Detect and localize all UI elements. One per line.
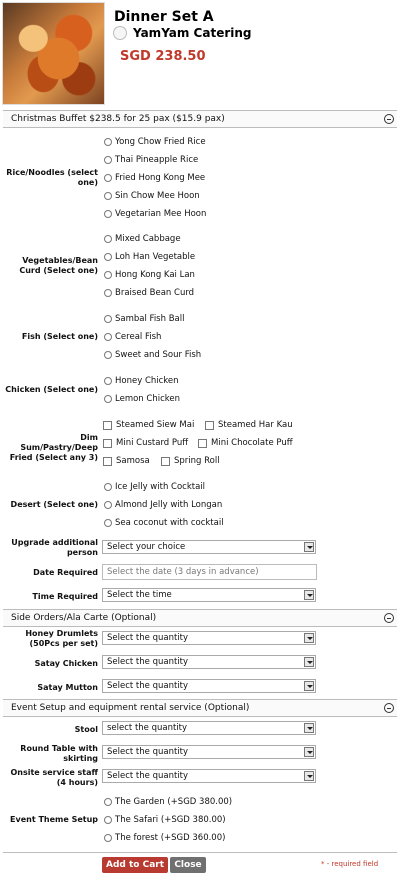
radio-button[interactable] bbox=[104, 834, 112, 842]
upgrade-select[interactable]: Select your choice bbox=[102, 540, 316, 554]
drumlets-select[interactable]: Select the quantity bbox=[102, 631, 316, 645]
dimsum-option[interactable]: Mini Chocolate Puff bbox=[198, 438, 293, 448]
section-side-orders[interactable] bbox=[3, 609, 397, 627]
fish-option[interactable]: Sambal Fish Ball bbox=[104, 314, 184, 324]
theme-option[interactable]: The Safari (+SGD 380.00) bbox=[104, 815, 226, 825]
date-label: Date Required bbox=[33, 568, 98, 577]
dimsum-option[interactable]: Spring Roll bbox=[161, 456, 220, 466]
dropdown-arrow-icon[interactable] bbox=[304, 771, 314, 781]
desert-option[interactable]: Sea coconut with cocktail bbox=[104, 518, 224, 528]
chicken-option[interactable]: Lemon Chicken bbox=[104, 394, 180, 404]
veg-option[interactable]: Braised Bean Curd bbox=[104, 288, 194, 298]
rice-option[interactable]: Sin Chow Mee Hoon bbox=[104, 191, 200, 201]
satay-chicken-select[interactable]: Select the quantity bbox=[102, 655, 316, 669]
dropdown-arrow-icon[interactable] bbox=[304, 681, 314, 691]
radio-button[interactable] bbox=[104, 315, 112, 323]
rice-option[interactable]: Yong Chow Fried Rice bbox=[104, 137, 206, 147]
date-input[interactable]: Select the date (3 days in advance) bbox=[102, 564, 317, 580]
stool-label: Stool bbox=[74, 725, 98, 734]
radio-button[interactable] bbox=[104, 519, 112, 527]
veg-option[interactable]: Loh Han Vegetable bbox=[104, 252, 195, 262]
fish-label: Fish (Select one) bbox=[21, 332, 98, 341]
dropdown-arrow-icon[interactable] bbox=[304, 590, 314, 600]
section-side-orders-title: Side Orders/Ala Carte (Optional) bbox=[11, 613, 157, 623]
rice-option[interactable]: Thai Pineapple Rice bbox=[104, 155, 198, 165]
onsite-staff-select[interactable]: Select the quantity bbox=[102, 769, 316, 783]
time-select[interactable]: Select the time bbox=[102, 588, 316, 602]
collapse-icon[interactable] bbox=[384, 114, 394, 124]
section-buffet[interactable] bbox=[3, 110, 397, 128]
dimsum-option[interactable]: Steamed Siew Mai bbox=[103, 420, 194, 430]
radio-button[interactable] bbox=[104, 138, 112, 146]
product-title: Dinner Set A bbox=[114, 9, 214, 25]
radio-button[interactable] bbox=[104, 271, 112, 279]
checkbox[interactable] bbox=[103, 439, 112, 448]
fish-option[interactable]: Sweet and Sour Fish bbox=[104, 350, 201, 360]
round-table-select[interactable]: Select the quantity bbox=[102, 745, 316, 759]
veg-option[interactable]: Mixed Cabbage bbox=[104, 234, 181, 244]
product-price: SGD 238.50 bbox=[120, 49, 206, 64]
dimsum-option[interactable]: Steamed Har Kau bbox=[205, 420, 293, 430]
upgrade-label: Upgrade additional person bbox=[11, 538, 98, 557]
vendor-icon bbox=[113, 26, 127, 40]
chicken-option[interactable]: Honey Chicken bbox=[104, 376, 179, 386]
dropdown-arrow-icon[interactable] bbox=[304, 633, 314, 643]
rice-label: Rice/Noodles (select one) bbox=[6, 168, 98, 187]
vendor-name: YamYam Catering bbox=[133, 26, 252, 40]
chicken-label: Chicken (Select one) bbox=[5, 385, 98, 394]
checkbox[interactable] bbox=[103, 457, 112, 466]
veg-option[interactable]: Hong Kong Kai Lan bbox=[104, 270, 195, 280]
theme-label: Event Theme Setup bbox=[10, 815, 98, 824]
radio-button[interactable] bbox=[104, 289, 112, 297]
product-image bbox=[2, 2, 105, 105]
collapse-icon[interactable] bbox=[384, 613, 394, 623]
onsite-staff-label: Onsite service staff (4 hours) bbox=[10, 768, 98, 787]
radio-button[interactable] bbox=[104, 235, 112, 243]
radio-button[interactable] bbox=[104, 192, 112, 200]
rice-option[interactable]: Vegetarian Mee Hoon bbox=[104, 209, 206, 219]
stool-select[interactable]: select the quantity bbox=[102, 721, 316, 735]
radio-button[interactable] bbox=[104, 483, 112, 491]
desert-option[interactable]: Ice Jelly with Cocktail bbox=[104, 482, 205, 492]
checkbox[interactable] bbox=[103, 421, 112, 430]
checkbox[interactable] bbox=[205, 421, 214, 430]
theme-option[interactable]: The forest (+SGD 360.00) bbox=[104, 833, 225, 843]
desert-option[interactable]: Almond Jelly with Longan bbox=[104, 500, 222, 510]
desert-label: Desert (Select one) bbox=[10, 500, 98, 509]
radio-button[interactable] bbox=[104, 333, 112, 341]
section-event[interactable] bbox=[3, 699, 397, 717]
radio-button[interactable] bbox=[104, 816, 112, 824]
footer-divider bbox=[3, 852, 397, 853]
dropdown-arrow-icon[interactable] bbox=[304, 657, 314, 667]
checkbox[interactable] bbox=[198, 439, 207, 448]
dropdown-arrow-icon[interactable] bbox=[304, 747, 314, 757]
radio-button[interactable] bbox=[104, 351, 112, 359]
satay-chicken-label: Satay Chicken bbox=[34, 659, 98, 668]
satay-mutton-label: Satay Mutton bbox=[37, 683, 98, 692]
section-event-title: Event Setup and equipment rental service (Optional) bbox=[11, 703, 250, 713]
time-label: Time Required bbox=[32, 592, 98, 601]
section-buffet-title: Christmas Buffet $238.5 for 25 pax ($15.9 pax) bbox=[11, 114, 225, 124]
checkbox[interactable] bbox=[161, 457, 170, 466]
product-header bbox=[0, 0, 400, 110]
radio-button[interactable] bbox=[104, 501, 112, 509]
radio-button[interactable] bbox=[104, 156, 112, 164]
round-table-label: Round Table with skirting bbox=[20, 744, 98, 763]
radio-button[interactable] bbox=[104, 377, 112, 385]
radio-button[interactable] bbox=[104, 210, 112, 218]
collapse-icon[interactable] bbox=[384, 703, 394, 713]
radio-button[interactable] bbox=[104, 253, 112, 261]
dimsum-label: Dim Sum/Pastry/Deep Fried (Select any 3) bbox=[9, 433, 98, 462]
close-button[interactable]: Close bbox=[170, 857, 206, 873]
dropdown-arrow-icon[interactable] bbox=[304, 542, 314, 552]
satay-mutton-select[interactable]: Select the quantity bbox=[102, 679, 316, 693]
dimsum-option[interactable]: Samosa bbox=[103, 456, 150, 466]
fish-option[interactable]: Cereal Fish bbox=[104, 332, 161, 342]
radio-button[interactable] bbox=[104, 798, 112, 806]
add-to-cart-button[interactable]: Add to Cart bbox=[102, 857, 168, 873]
theme-option[interactable]: The Garden (+SGD 380.00) bbox=[104, 797, 232, 807]
veg-label: Vegetables/Bean Curd (Select one) bbox=[19, 256, 98, 275]
dropdown-arrow-icon[interactable] bbox=[304, 723, 314, 733]
dimsum-option[interactable]: Mini Custard Puff bbox=[103, 438, 188, 448]
radio-button[interactable] bbox=[104, 395, 112, 403]
required-field-note: * - required field bbox=[321, 860, 379, 868]
radio-button[interactable] bbox=[104, 174, 112, 182]
rice-option[interactable]: Fried Hong Kong Mee bbox=[104, 173, 205, 183]
drumlets-label: Honey Drumlets (50Pcs per set) bbox=[25, 629, 98, 648]
